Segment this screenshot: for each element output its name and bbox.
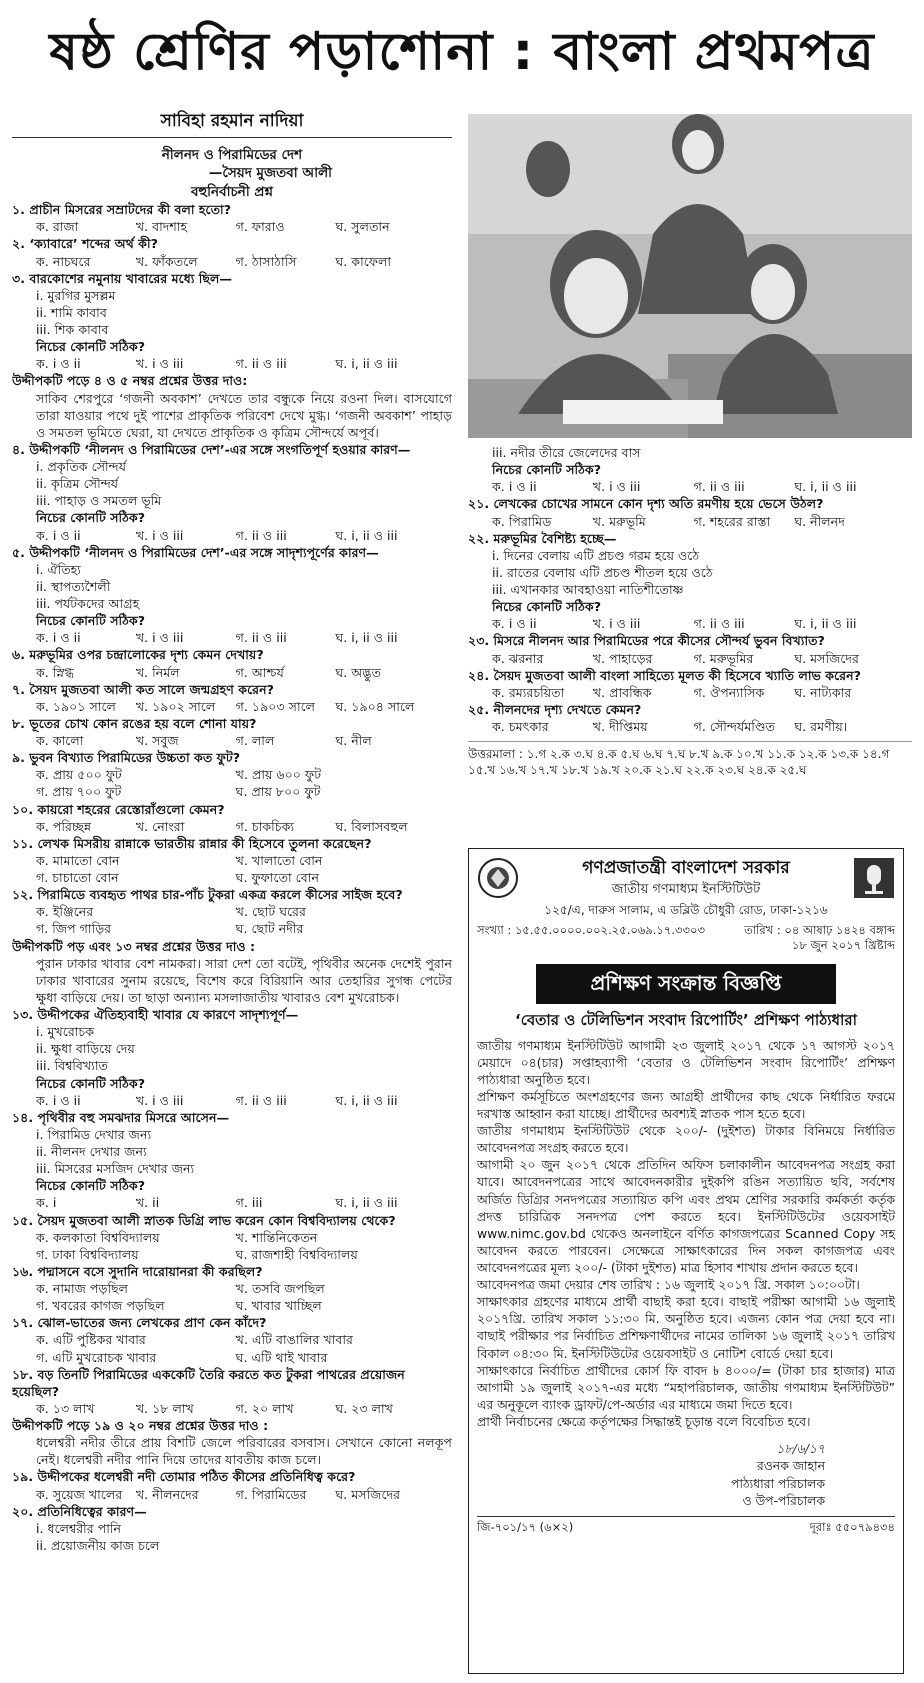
option: ক. ঝরনার bbox=[492, 650, 544, 666]
date-label: তারিখ : bbox=[744, 922, 781, 937]
training-notice bbox=[468, 848, 904, 1674]
question-text: ৩. বারকোশের নমুনায় খাবারের মধ্যে ছিল— bbox=[12, 270, 233, 286]
statement: iii. শিক কাবাব bbox=[36, 322, 109, 338]
statement: iii. পাহাড় ও সমতল ভূমি bbox=[36, 493, 162, 509]
stimulus-passage: সাকিব শেরপুরে ‘গজনী অবকাশ’ দেখতে তার বন্ধুকে নিয়ে রওনা দিল। বাসযোগে তারা যাওয়ার পথে দুই পাশের প্রাকৃতিক পরিবেশ দেখে মুগ্ধ। ‘গজনী অবকাশ’ পাহাড় ও সমতল ভূমিতে ঘেরা, যা দেখতে প্রাকৃতিক ও কৃত্রিম সৌন্দর্যে অপূর্ব। bbox=[36, 390, 452, 440]
lesson-author: —সৈয়দ মুজতবা আলী bbox=[208, 165, 332, 182]
option: খ. তসবি জপছিল bbox=[235, 1281, 325, 1297]
option-list bbox=[12, 1400, 452, 1417]
option: ক. i ও ii bbox=[492, 616, 537, 632]
notice-footer bbox=[477, 1516, 895, 1536]
right-column bbox=[468, 444, 912, 814]
question-item bbox=[12, 1109, 452, 1212]
photo-illustration bbox=[468, 114, 912, 438]
option-list bbox=[12, 1486, 452, 1503]
signer-name: রওনক জাহান bbox=[756, 1458, 825, 1474]
question-item bbox=[12, 1212, 452, 1263]
question-text: ১৬. পদ্মাসনে বসে সুদানি দারোয়ানরা কী করছিল? bbox=[12, 1263, 263, 1279]
notice-paragraph: প্রশিক্ষণ কর্মসূচিতে অংশগ্রহণের জন্য আগ্রহী প্রার্থীদের কাছ থেকে নির্ধারিত ফরমে দরখাস্ত আহ্বান করা যাচ্ছে। প্রার্থীদের অবশ্যই স্নাতক পাস হতে হবে। bbox=[477, 1088, 895, 1121]
author-name: সাবিহা রহমান নাদিয়া bbox=[12, 110, 452, 138]
question-text: ৪. উদ্দীপকটি ‘নীলনদ ও পিরামিডের দেশ’-এর সঙ্গে সংগতিপূর্ণ হওয়ার কারণ— bbox=[12, 441, 411, 457]
question-item bbox=[12, 938, 452, 1007]
option-list bbox=[468, 650, 912, 667]
option: খ. ii bbox=[135, 1195, 160, 1211]
question-text: ১২. পিরামিডে ব্যবহৃত পাথর চার-পাঁচ টুকরা একত্র করলে কীসের সাইজ হবে? bbox=[12, 887, 403, 903]
option: ক. মামাতো বোন bbox=[36, 852, 120, 868]
notice-paragraph: জাতীয় গণমাধ্যম ইনস্টিটিউট থেকে ২০০/- (দুইশত) টাকার বিনিময়ে নির্ধারিত আবেদনপত্র সংগ্রহ করতে হবে। bbox=[477, 1123, 895, 1156]
option: গ. মরুভূমির bbox=[693, 650, 754, 666]
option: গ. সৌন্দর্যমণ্ডিত bbox=[693, 719, 775, 734]
which-correct-prompt: নিচের কোনটি সঠিক? bbox=[36, 339, 145, 355]
option: ক. ১৯০১ সালে bbox=[36, 698, 116, 714]
option: ক. i ও ii bbox=[36, 527, 81, 543]
question-text: ২৪. সৈয়দ মুজতবা আলী বাংলা সাহিত্যে মূলত কী হিসেবে খ্যাতি লাভ করেন? bbox=[468, 667, 861, 683]
statement: ii. ক্ষুধা বাড়িয়ে দেয় bbox=[36, 1041, 135, 1057]
option: খ. খালাতো বোন bbox=[235, 852, 323, 868]
option: ঘ. নীলনদ bbox=[794, 513, 845, 529]
statement-list bbox=[12, 458, 452, 509]
question-text: ২২. মরুভূমির বৈশিষ্ট্য হচ্ছে— bbox=[468, 530, 617, 546]
notice-body bbox=[477, 1037, 895, 1431]
option: ক. i ও ii bbox=[36, 630, 81, 646]
option: গ. পিরামিডের bbox=[235, 1486, 307, 1502]
option: ক. পিরামিড bbox=[492, 513, 552, 529]
option: খ. নোংরা bbox=[135, 818, 185, 834]
option: গ. শহরের রাস্তা bbox=[693, 513, 771, 529]
question-item bbox=[12, 1417, 452, 1468]
statement: i. মুখরোচক bbox=[36, 1024, 95, 1040]
question-item bbox=[12, 235, 452, 269]
statement: i. ঐতিহ্য bbox=[36, 561, 81, 577]
question-item bbox=[468, 530, 912, 633]
reference-row bbox=[477, 923, 895, 955]
which-correct-prompt: নিচের কোনটি সঠিক? bbox=[492, 462, 601, 478]
date-english: ১৮ জুন ২০১৭ খ্রিষ্টাব্দ bbox=[791, 938, 895, 953]
option-list bbox=[12, 1229, 452, 1263]
option: গ. খবরের কাগজ পড়ছিল bbox=[36, 1298, 165, 1314]
option: ঘ. ২৩ লাখ bbox=[335, 1400, 393, 1416]
stimulus-heading: উদ্দীপকটি পড় এবং ১৩ নম্বর প্রশ্নের উত্তর দাও : bbox=[12, 938, 256, 954]
option: খ. পাহাড়ের bbox=[592, 650, 653, 666]
option: খ. i ও iii bbox=[135, 630, 184, 646]
option: খ. প্রাবন্ধিক bbox=[592, 684, 652, 700]
question-text: ১৮. বড় তিনটি পিরামিডের এককেটি তৈরি করতে কত টুকরা পাথরের প্রয়োজন হয়েছিল? bbox=[12, 1366, 405, 1399]
question-item bbox=[468, 632, 912, 666]
option: গ. লাল bbox=[235, 733, 275, 749]
question-item bbox=[468, 701, 912, 735]
option: খ. i ও iii bbox=[135, 356, 184, 372]
option: গ. ii ও iii bbox=[235, 527, 287, 543]
option: খ. i ও iii bbox=[135, 1092, 184, 1108]
question-text: ১৪. পৃথিবীর বহু সমঝদার মিসরে আসেন— bbox=[12, 1109, 230, 1125]
option: ঘ. অদ্ভুত bbox=[335, 664, 381, 680]
left-column bbox=[12, 110, 452, 1680]
signer-role-2: ও উপ-পরিচালক bbox=[742, 1493, 825, 1509]
option: ক. i ও ii bbox=[36, 1092, 81, 1108]
stimulus-passage: ধলেশ্বরী নদীর তীরে প্রায় বিশটি জেলে পরিবারের বসবাস। সেখানে কোনো নলকূপ নেই। ধলেশ্বরী নদীর পানি দিয়ে তাদের যাবতীয় কাজ চলে। bbox=[36, 1435, 452, 1468]
question-text: ১. প্রাচীন মিসরের সম্রাটদের কী বলা হতো? bbox=[12, 202, 232, 218]
question-item bbox=[12, 1006, 452, 1109]
question-text: ২৫. নীলনদের দৃশ্য দেখতে কেমন? bbox=[468, 701, 642, 717]
option-list bbox=[12, 629, 452, 646]
institute-logo-icon bbox=[853, 857, 895, 899]
option-list bbox=[12, 355, 452, 372]
students-classroom-photo bbox=[468, 114, 912, 438]
reference-number: সংখ্যা : ১৫.৫৫.০০০০.০০২.২৫.০৬৯.১৭.৩৩০৩ bbox=[477, 922, 705, 937]
question-text: ২০. প্রতিনিধিত্বের কারণ— bbox=[12, 1503, 147, 1519]
question-text: ৭. সৈয়দ মুজতবা আলী কত সালে জন্মগ্রহণ করেন? bbox=[12, 681, 274, 697]
option: গ. ii ও iii bbox=[693, 616, 745, 632]
statement: i. পিরামিড দেখার জন্য bbox=[36, 1126, 152, 1142]
question-item bbox=[12, 646, 452, 680]
option: ক. রম্যরচয়িতা bbox=[492, 684, 565, 700]
question-item bbox=[12, 1503, 452, 1554]
question-text: ৯. ভুবন বিখ্যাত পিরামিডের উচ্চতা কত ফুট? bbox=[12, 750, 241, 766]
option: গ. iii bbox=[235, 1195, 263, 1211]
which-correct-prompt: নিচের কোনটি সঠিক? bbox=[492, 599, 601, 615]
option: ঘ. এটি থাই খাবার bbox=[235, 1349, 328, 1365]
option: ঘ. i, ii ও iii bbox=[794, 616, 857, 632]
statement-list bbox=[468, 444, 912, 461]
option-list bbox=[12, 527, 452, 544]
statement-list bbox=[12, 1126, 452, 1177]
question-text: ২. ‘ক্যাবারে’ শব্দের অর্থ কী? bbox=[12, 236, 158, 252]
option-list bbox=[12, 852, 452, 886]
option: ঘ. i, ii ও iii bbox=[335, 1092, 398, 1108]
question-text: ২৩. মিসরে নীলনদ আর পিরামিডের পরে কীসের সৌন্দর্য ভুবন বিখ্যাত? bbox=[468, 633, 825, 649]
question-list bbox=[12, 201, 452, 1554]
phone-number: দূরাঃ ৫৫০৭৯৪৩৪ bbox=[809, 1519, 895, 1534]
option: খ. i ও iii bbox=[135, 527, 184, 543]
question-item bbox=[12, 886, 452, 937]
notice-date bbox=[744, 923, 895, 955]
notice-paragraph: আবেদনপত্র জমা দেয়ার শেষ তারিখ : ১৬ জুলাই ২০১৭ খ্রি. সকাল ১০:০০টা। bbox=[477, 1277, 860, 1293]
option: ঘ. কাফেলা bbox=[335, 253, 392, 269]
statement-list bbox=[468, 547, 912, 598]
option: ক. পরিচ্ছন্ন bbox=[36, 818, 92, 834]
option: ঘ. i, ii ও iii bbox=[335, 356, 398, 372]
option: ঘ. ১৯০৪ সালে bbox=[335, 698, 415, 714]
question-item bbox=[12, 441, 452, 544]
option-list bbox=[12, 1194, 452, 1211]
option: খ. প্রায় ৬০০ ফুট bbox=[235, 767, 322, 783]
statement-list bbox=[12, 1023, 452, 1074]
question-item bbox=[12, 1468, 452, 1502]
page-headline: ষষ্ঠ শ্রেণির পড়াশোনা : বাংলা প্রথমপত্র bbox=[49, 21, 875, 82]
option: ক. i bbox=[36, 1195, 57, 1211]
option: ক. রাজা bbox=[36, 219, 79, 235]
statement: ii. নীলনদ দেখার জন্য bbox=[36, 1144, 147, 1160]
option: গ. ১৯০৩ সালে bbox=[235, 698, 316, 714]
option: ক. i ও ii bbox=[492, 479, 537, 495]
option: খ. বাদশাহ bbox=[135, 219, 188, 235]
statement: ii. শামি কাবাব bbox=[36, 304, 107, 320]
signature-block bbox=[477, 1440, 895, 1509]
option: গ. জিপ গাড়ির bbox=[36, 921, 112, 937]
government-seal-icon bbox=[477, 857, 519, 899]
option: খ. নির্মল bbox=[135, 664, 180, 680]
government-name: গণপ্রজাতন্ত্রী বাংলাদেশ সরকার bbox=[582, 858, 790, 879]
option: ক. ইঞ্জিনের bbox=[36, 904, 94, 920]
option: ক. কলকাতা বিশ্ববিদ্যালয় bbox=[36, 1229, 160, 1245]
statement-list bbox=[12, 561, 452, 612]
which-correct-prompt: নিচের কোনটি সঠিক? bbox=[36, 510, 145, 526]
option: খ. মরুভূমি bbox=[592, 513, 646, 529]
option: গ. ঠাসাঠাসি bbox=[235, 253, 297, 269]
option: খ. i ও iii bbox=[592, 479, 641, 495]
question-item bbox=[12, 372, 452, 441]
signer-role: পাঠ্যধারা পরিচালক bbox=[730, 1475, 825, 1491]
question-item bbox=[12, 270, 452, 373]
option: ঘ. i, ii ও iii bbox=[335, 1195, 398, 1211]
statement-list bbox=[12, 287, 452, 338]
notice-banner: প্রশিক্ষণ সংক্রান্ত বিজ্ঞপ্তি bbox=[536, 964, 836, 1004]
question-item bbox=[12, 201, 452, 235]
question-text: ১৩. উদ্দীপকের ঐতিহ্যবাহী খাবার যে কারণে সাদৃশ্যপূর্ণ— bbox=[12, 1007, 299, 1023]
option: ঘ. মসজিদের bbox=[335, 1486, 401, 1502]
question-item bbox=[12, 1366, 452, 1417]
option: ঘ. বিলাসবহুল bbox=[335, 818, 408, 834]
option: ক. প্রায় ৫০০ ফুট bbox=[36, 767, 122, 783]
statement: ii. কৃত্রিম সৌন্দর্য bbox=[36, 476, 119, 492]
ad-code: জি-৭০১/১৭ (৬×২) bbox=[477, 1519, 574, 1534]
question-list-continued bbox=[468, 444, 912, 735]
notice-paragraph: সাক্ষাৎকারে নির্বাচিত প্রার্থীদের কোর্স ফি বাবদ ৳ ৪০০০/= (টাকা চার হাজার) মাত্র আগামী ১৯ জুলাই ২০১৭-এর মধ্যে “মহাপরিচালক, জাতীয় গণমাধ্যম ইনস্টিটিউট” এর অনুকূলে ব্যাংক ড্রাফট/পে-অর্ডার এর মাধ্যমে জমা দিতে হবে। bbox=[477, 1362, 895, 1412]
notice-header bbox=[477, 857, 895, 899]
option-list bbox=[12, 818, 452, 835]
statement: iii. নদীর তীরে জেলেদের বাস bbox=[492, 445, 641, 460]
option: গ. ii ও iii bbox=[235, 630, 287, 646]
question-item bbox=[12, 835, 452, 886]
option: ক. কালো bbox=[36, 733, 84, 749]
option: ক. স্নিগ্ধ bbox=[36, 664, 74, 680]
stimulus-heading: উদ্দীপকটি পড়ে ৪ ও ৫ নম্বর প্রশ্নের উত্তর দাও: bbox=[12, 373, 248, 389]
option: ঘ. খাবার খাচ্ছিল bbox=[235, 1298, 322, 1314]
question-item bbox=[12, 801, 452, 835]
option-list bbox=[12, 766, 452, 800]
option-list bbox=[468, 615, 912, 632]
notice-paragraph: আগামী ২০ জুন ২০১৭ থেকে প্রতিদিন অফিস চলাকালীন আবেদনপত্র সংগ্রহ করা যাবে। আবেদনপত্রের সাথে আবেদনকারীর দুইকপি রঙিন সত্যায়িত ছবি, সর্বশেষ অর্জিত ডিগ্রির সনদপত্রের সত্যায়িত কপি এবং প্রথম শ্রেণির সরকারি কর্মকর্তা কর্তৃক প্রদত্ত চারিত্রিক সনদপত্র পেশ করতে হবে। ইনস্টিটিউটের ওয়েবসাইট www.nimc.gov.bd থেকেও অনলাইনে বর্ণিত কাগজপত্রের Scanned Copy সহ আবেদন করতে পারবেন। সেক্ষেত্রে সাক্ষাৎকারের দিন সকল কাগজপত্র এবং আবেদনপত্রের মূল্য ২০০/- (টাকা দুইশত) মাত্র হিসাব শাখায় প্রদান করতে হবে। bbox=[477, 1157, 895, 1275]
option: খ. ১৯০২ সালে bbox=[135, 698, 216, 714]
statement: iii. মিসরের মসজিদ দেখার জন্য bbox=[36, 1161, 195, 1177]
option: ঘ. i, ii ও iii bbox=[794, 479, 857, 495]
lesson-title: নীলনদ ও পিরামিডের দেশ bbox=[161, 147, 303, 164]
question-text: ১৭. ঝোল-ভাতের জন্য লেখকের প্রাণ কেন কাঁদে? bbox=[12, 1315, 267, 1331]
question-item bbox=[12, 681, 452, 715]
option: খ. i ও iii bbox=[592, 616, 641, 632]
option: ঘ. প্রায় ৮০০ ফুট bbox=[235, 784, 321, 800]
option: গ. প্রায় ৭০০ ফুট bbox=[36, 784, 122, 800]
option-list bbox=[468, 478, 912, 495]
statement: ii. প্রয়োজনীয় কাজ চলে bbox=[36, 1537, 160, 1553]
option: খ. নীলনদের bbox=[135, 1486, 199, 1502]
option-list bbox=[12, 253, 452, 270]
option: ক. এটি পুষ্টিকর খাবার bbox=[36, 1332, 146, 1348]
question-item bbox=[468, 444, 912, 495]
which-correct-prompt: নিচের কোনটি সঠিক? bbox=[36, 613, 145, 629]
option: গ. ঢাকা বিশ্ববিদ্যালয় bbox=[36, 1246, 139, 1262]
option: ঘ. ছোট নদীর bbox=[235, 921, 304, 937]
option: খ. সবুজ bbox=[135, 733, 179, 749]
question-item bbox=[12, 1263, 452, 1314]
answer-key: উত্তরমালা : ১.গ ২.ক ৩.ঘ ৪.ক ৫.ঘ ৬.ঘ ৭.ঘ ৮.খ ৯.ক ১০.খ ১১.ক ১২.ক ১৩.ক ১৪.গ ১৫.খ ১৬.খ ১৭.খ ১৮.খ ১৯.খ ২০.ক ২১.ঘ ২২.ক ২৩.ঘ ২৪.ক ২৫.ঘ bbox=[468, 741, 912, 779]
option: গ. আশ্চর্য bbox=[235, 664, 284, 680]
question-item bbox=[12, 715, 452, 749]
option-list bbox=[12, 1331, 452, 1365]
stimulus-passage: পুরান ঢাকার খাবার বেশ নামকরা। সারা দেশ তো বটেই, পৃথিবীর অনেক দেশেই পুরান ঢাকার খাবারের সুনাম রয়েছে, বিশেষ করে বিরিয়ানি আর তেহারির সুগন্ধ পেটের ক্ষুধা বাড়িয়ে দেয়। তা ছাড়া অন্যান্য মসলাজাতীয় খাবারও বেশ মুখরোচক। bbox=[36, 955, 452, 1005]
option: ক. নামাজ পড়ছিল bbox=[36, 1281, 129, 1297]
option: ক. চমৎকার bbox=[492, 719, 549, 734]
question-item bbox=[468, 667, 912, 701]
option-list bbox=[12, 732, 452, 749]
option: গ. ii ও iii bbox=[693, 479, 745, 495]
question-text: ৮. ভূতের চোখ কোন রঙের হয় বলে শোনা যায়? bbox=[12, 715, 257, 731]
statement: iii. বিশ্ববিখ্যাত bbox=[36, 1058, 108, 1074]
question-item bbox=[12, 544, 452, 647]
option: ঘ. সুলতান bbox=[335, 219, 390, 235]
option: গ. চাকচিক্য bbox=[235, 818, 295, 834]
option: ঘ. i, ii ও iii bbox=[335, 630, 398, 646]
question-text: ৬. মরুভূমির ওপর চন্দ্রালোকের দৃশ্য কেমন দেখায়? bbox=[12, 647, 264, 663]
option: ক. i ও ii bbox=[36, 356, 81, 372]
question-text: ২১. লেখকের চোখের সামনে কোন দৃশ্য অতি রমণীয় হয়ে ভেসে উঠল? bbox=[468, 496, 824, 512]
option: খ. ছোট ঘরের bbox=[235, 904, 306, 920]
option-list bbox=[12, 698, 452, 715]
question-type: বহুনির্বাচনী প্রশ্ন bbox=[191, 183, 273, 200]
option: ঘ. নীল bbox=[335, 733, 372, 749]
option: খ. শান্তিনিকেতন bbox=[235, 1229, 318, 1245]
option: ক. ১৩ লাখ bbox=[36, 1400, 95, 1416]
statement: iii. পর্যটকদের আগ্রহ bbox=[36, 596, 140, 612]
option: ঘ. রাজশাহী বিশ্ববিদ্যালয় bbox=[235, 1246, 358, 1262]
option-list bbox=[468, 684, 912, 701]
option: গ. ii ও iii bbox=[235, 356, 287, 372]
option-list bbox=[12, 1280, 452, 1314]
option: ঘ. i, ii ও iii bbox=[335, 527, 398, 543]
option: গ. ফারাও bbox=[235, 219, 285, 235]
course-title: ‘বেতার ও টেলিভিশন সংবাদ রিপোর্টিং’ প্রশিক্ষণ পাঠ্যধারা bbox=[515, 1010, 857, 1029]
option: গ. ii ও iii bbox=[235, 1092, 287, 1108]
option: গ. এটি মুখরোচক খাবার bbox=[36, 1349, 157, 1365]
statement: i. ধলেশ্বরীর পানি bbox=[36, 1520, 121, 1536]
question-item bbox=[12, 749, 452, 800]
statement: i. প্রকৃতিক সৌন্দর্য bbox=[36, 459, 126, 475]
option: গ. চাচাতো বোন bbox=[36, 870, 119, 886]
institute-name: জাতীয় গণমাধ্যম ইনস্টিটিউট bbox=[611, 881, 761, 897]
statement: i. মুরগির মুসল্লম bbox=[36, 287, 116, 303]
question-text: ১৫. সৈয়দ মুজতবা আলী স্নাতক ডিগ্রি লাভ করেন কোন বিশ্ববিদ্যালয় থেকে? bbox=[12, 1212, 396, 1228]
statement-list bbox=[12, 1520, 452, 1554]
which-correct-prompt: নিচের কোনটি সঠিক? bbox=[36, 1075, 145, 1091]
option: খ. দীপ্তিময় bbox=[592, 719, 648, 734]
notice-paragraph: জাতীয় গণমাধ্যম ইনস্টিটিউট আগামী ২৩ জুলাই ২০১৭ থেকে ১৭ আগস্ট ২০১৭ মেয়াদে ০৪(চার) সপ্তাহব্যাপী ‘বেতার ও টেলিভিশন সংবাদ রিপোর্টিং’ প্রশিক্ষণ পাঠ্যধারা অনুষ্ঠিত হবে। bbox=[477, 1037, 895, 1087]
option-list bbox=[12, 218, 452, 235]
question-text: ১১. লেখক মিসরীয় রান্নাকে ভারতীয় রান্নার কী হিসেবে তুলনা করেছেন? bbox=[12, 835, 372, 851]
question-item bbox=[468, 495, 912, 529]
notice-paragraph: প্রার্থী নির্বাচনের ক্ষেত্রে কর্তৃপক্ষের সিদ্ধান্তই চূড়ান্ত বলে বিবেচিত হবে। bbox=[477, 1413, 811, 1429]
statement: i. দিনের বেলায় এটি প্রচণ্ড গরম হয়ে ওঠে bbox=[492, 547, 700, 563]
option-list bbox=[468, 513, 912, 530]
option: ক. সুয়েজ খালের bbox=[36, 1486, 123, 1502]
stimulus-heading: উদ্দীপকটি পড়ে ১৯ ও ২০ নম্বর প্রশ্নের উত্তর দাও : bbox=[12, 1418, 269, 1434]
question-text: ৫. উদ্দীপকটি ‘নীলনদ ও পিরামিডের দেশ’-এর সঙ্গে সাদৃশ্যপূর্ণের কারণ— bbox=[12, 544, 379, 560]
signature-date: ১৮/৬/১৭ bbox=[776, 1441, 825, 1457]
option: খ. ১৮ লাখ bbox=[135, 1400, 194, 1416]
statement: ii. রাতের বেলায় এটি প্রচণ্ড শীতল হয়ে ওঠে bbox=[492, 564, 713, 580]
notice-paragraph: সাক্ষাৎকার গ্রহণের মাধ্যমে প্রার্থী বাছাই করা হবে। বাছাই পরীক্ষা আগামী ১৬ জুলাই ২০১৭খ্রি. তারিখ সকাল ১১:৩০ মি. অনুষ্ঠিত হবে। এজন্য কোন পত্র দেয়া হবে না। বাছাই পরীক্ষার পর নির্বাচিত প্রশিক্ষণার্থীদের নামের তালিকা ১৬ জুলাই ২০১৭ তারিখ বিকাল ০৪:৩০ মি. ইনস্টিটিউটের ওয়েবসাইট ও নোটিশ বোর্ডে দেয়া হবে। bbox=[477, 1294, 895, 1361]
option: ঘ. রমণীয়। bbox=[794, 719, 848, 734]
option-list bbox=[12, 903, 452, 937]
option: ক. নাচঘরে bbox=[36, 253, 91, 269]
question-text: ১৯. উদ্দীপকের ধলেশ্বরী নদী তোমার পঠিত কীসের প্রতিনিধিত্ব করে? bbox=[12, 1469, 356, 1485]
option-list bbox=[12, 664, 452, 681]
notice-issuer bbox=[519, 857, 853, 898]
which-correct-prompt: নিচের কোনটি সঠিক? bbox=[36, 1178, 145, 1194]
option: গ. ২০ লাখ bbox=[235, 1400, 294, 1416]
statement: iii. এখানকার আবহাওয়া নাতিশীতোষ্ণ bbox=[492, 582, 684, 597]
statement: ii. স্থাপত্যশৈলী bbox=[36, 578, 111, 594]
question-text: ১০. কায়রো শহরের রেস্তোরাঁগুলো কেমন? bbox=[12, 801, 225, 817]
option: খ. ফাঁকতলে bbox=[135, 253, 198, 269]
option-list bbox=[12, 1092, 452, 1109]
option: গ. ঔপন্যাসিক bbox=[693, 684, 765, 700]
option: ঘ. নাট্যকার bbox=[794, 684, 852, 700]
option: ঘ. মসজিদের bbox=[794, 650, 859, 666]
option-list bbox=[468, 718, 912, 735]
question-item bbox=[12, 1314, 452, 1365]
date-bangla: ০৪ আষাঢ় ১৪২৪ বঙ্গাব্দ bbox=[784, 922, 895, 937]
institute-address: ১২৫/এ, দারুস সালাম, এ ডব্লিউ চৌধুরী রোড, ঢাকা-১২১৬ bbox=[544, 903, 828, 917]
option: খ. এটি বাঙালির খাবার bbox=[235, 1332, 353, 1348]
option: ঘ. ফুফাতো বোন bbox=[235, 870, 319, 886]
